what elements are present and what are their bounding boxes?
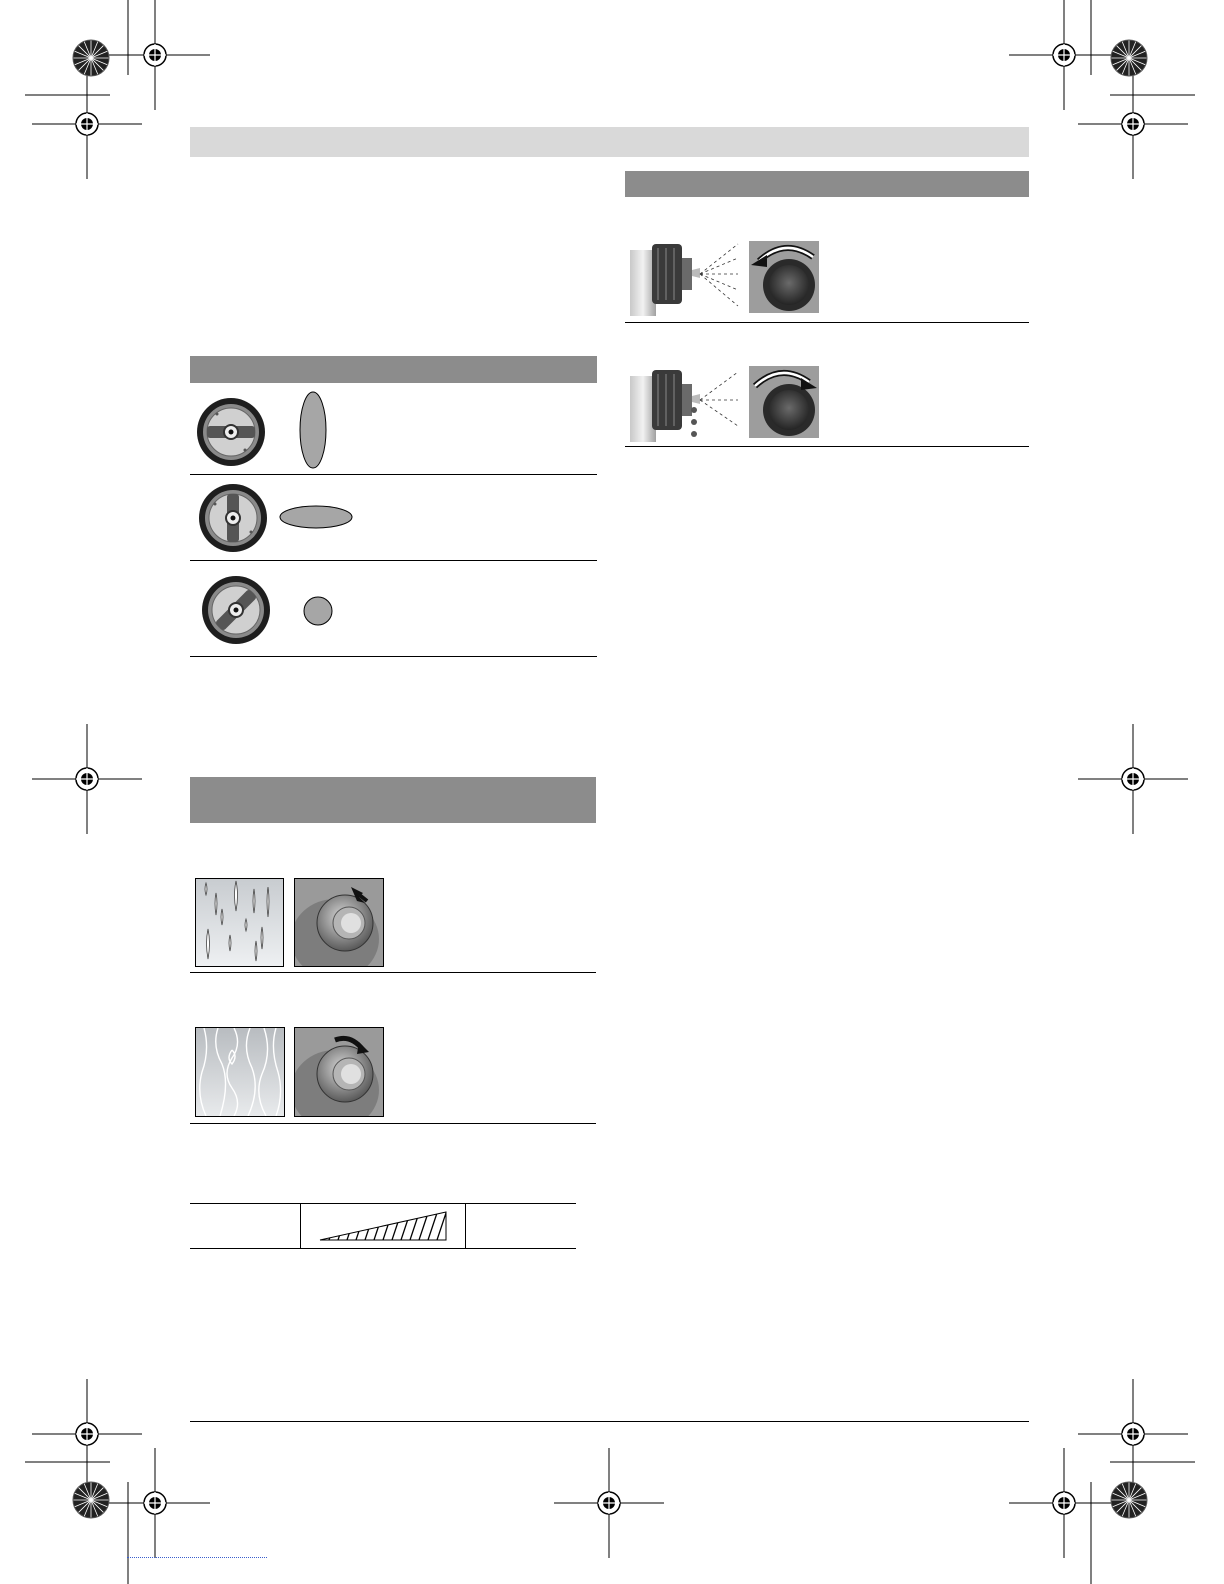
nozzle-fine-spray-illustration	[628, 240, 740, 316]
table-rule	[625, 446, 1029, 447]
dial-turn-left-icon	[294, 878, 384, 967]
ramp-table-top-rule	[190, 1203, 576, 1204]
flow-ramp-icon	[318, 1210, 450, 1242]
dial-turn-right-icon	[294, 1027, 384, 1117]
woodgrain-surface-icon	[195, 1027, 285, 1117]
ramp-table-divider	[465, 1203, 466, 1249]
table-rule	[190, 560, 597, 561]
table-rule	[625, 322, 1029, 323]
page-header-bar	[190, 127, 1029, 157]
table-rule	[190, 1123, 596, 1124]
ramp-table-divider	[300, 1203, 301, 1249]
horizontal-spray-shape	[278, 504, 354, 530]
vertical-spray-shape	[298, 390, 328, 470]
table-rule	[190, 474, 597, 475]
table-rule	[190, 972, 596, 973]
table-rule	[190, 656, 597, 657]
nozzle-round-pattern-icon	[200, 574, 272, 646]
round-spray-shape	[302, 595, 334, 627]
nozzle-coarse-spray-illustration	[628, 366, 740, 442]
flow-section-bar	[190, 777, 596, 823]
drips-surface-icon	[195, 878, 284, 967]
nozzle-horizontal-pattern-icon	[197, 482, 269, 554]
ramp-table-bottom-rule	[190, 1248, 576, 1249]
spray-pattern-section-bar	[190, 356, 597, 383]
spray-setting-section-bar	[625, 171, 1029, 197]
footer-rule	[190, 1421, 1029, 1422]
footer-link[interactable]	[127, 1557, 267, 1558]
dial-turn-left-icon	[749, 241, 819, 313]
nozzle-vertical-pattern-icon	[195, 396, 267, 468]
dial-turn-right-icon	[749, 366, 819, 438]
